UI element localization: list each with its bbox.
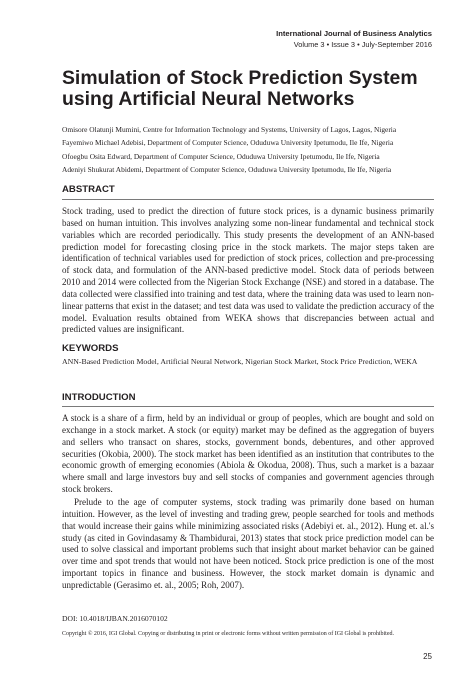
page-number: 25 — [423, 652, 432, 661]
abstract-heading: ABSTRACT — [62, 184, 115, 195]
keywords-heading: KEYWORDS — [62, 343, 119, 354]
introduction-paragraph: Prelude to the age of computer systems, stock trading was primarily done based on human intuition. However, as the level of investing and trading grew, people searched for tools and methods that would increase their gains while minimizing associated risks (Adebiyi et. al., 2012). Hung et. al.'s study (as cited in Govindasamy & Thambidurai, 2013) states that stock price prediction model can be used to solve classical and important problems such that insight about market behavior can be gained over time and spot trends that would not have been noticed. Stock price prediction is one of the most important topics in finance and business. However, the stock market domain is dynamic and unpredictable (Gerasimo et. al., 2005; Roh, 2007). — [62, 497, 434, 590]
journal-issue: Volume 3 • Issue 3 • July-September 2016 — [293, 40, 432, 49]
introduction-paragraph: A stock is a share of a firm, held by an individual or group of peoples, which are bought and sold on exchange in a stock market. A stock (or equity) market may be defined as the aggregation of buyers and sellers who transact on shares, stocks, government bonds, debentures, and other approved securities (Okobia, 2000). The stock market has been identified as an institution that contributes to the economic growth of emerging economies (Abiola & Okodua, 2008). Thus, such a market is a bazaar where small and large investors buy and sell stocks of companies and government agencies through stock brokers. — [62, 413, 434, 495]
journal-name: International Journal of Business Analytics — [276, 29, 432, 38]
journal-header — [276, 28, 432, 50]
introduction-heading: INTRODUCTION — [62, 392, 136, 403]
doi: DOI: 10.4018/IJBAN.2016070102 — [62, 614, 168, 623]
author-affiliation: Fayemiwo Michael Adebisi, Department of Computer Science, Oduduwa University Ipetumodu, Ile Ife, Nigeria — [62, 138, 394, 148]
keywords-text: ANN-Based Prediction Model, Artificial Neural Network, Nigerian Stock Market, Stock Price Prediction, WEKA — [62, 357, 418, 366]
author-list — [62, 123, 442, 177]
author-affiliation: Omisore Olatunji Mumini, Centre for Information Technology and Systems, University of Lagos, Lagos, Nigeria — [62, 125, 397, 134]
abstract-text: Stock trading, used to predict the direction of future stock prices, is a dynamic business primarily based on human intuition. This involves analyzing some non-linear fundamental and technical stock variables which are recorded periodically. This study presents the development of an ANN-based prediction model for forecasting closing price in the stock markets. The major steps taken are identification of technical variables used for prediction of stock prices, collection and pre-processing of stock data, and formulation of the ANN-based predictive model. Stock data of periods between 2010 and 2014 were collected from the Nigerian Stock Exchange (NSE) and stored in a database. The data collected were classified into training and test data, where the training data was used to learn non-linear patterns that exist in the dataset; and test data was used to validate the prediction accuracy of the model. Evaluation results obtained from WEKA shows that discrepancies between actual and predicted values are insignificant. — [62, 206, 434, 335]
author-affiliation: Ofoegbu Osita Edward, Department of Computer Science, Oduduwa University Ipetumodu, Ile Ife, Nigeria — [62, 151, 380, 161]
abstract-divider — [62, 199, 434, 200]
paper-title: Simulation of Stock Prediction System using Artificial Neural Networks — [62, 67, 418, 110]
author-affiliation: Adeniyi Shukurat Abidemi, Department of Computer Science, Oduduwa University Ipetumodu, Ile Ife, Nigeria — [62, 165, 392, 175]
copyright-notice: Copyright © 2016, IGI Global. Copying or distributing in print or electronic forms without written permission of IGI Global is prohibited. — [62, 631, 395, 637]
introduction-divider — [62, 406, 434, 407]
